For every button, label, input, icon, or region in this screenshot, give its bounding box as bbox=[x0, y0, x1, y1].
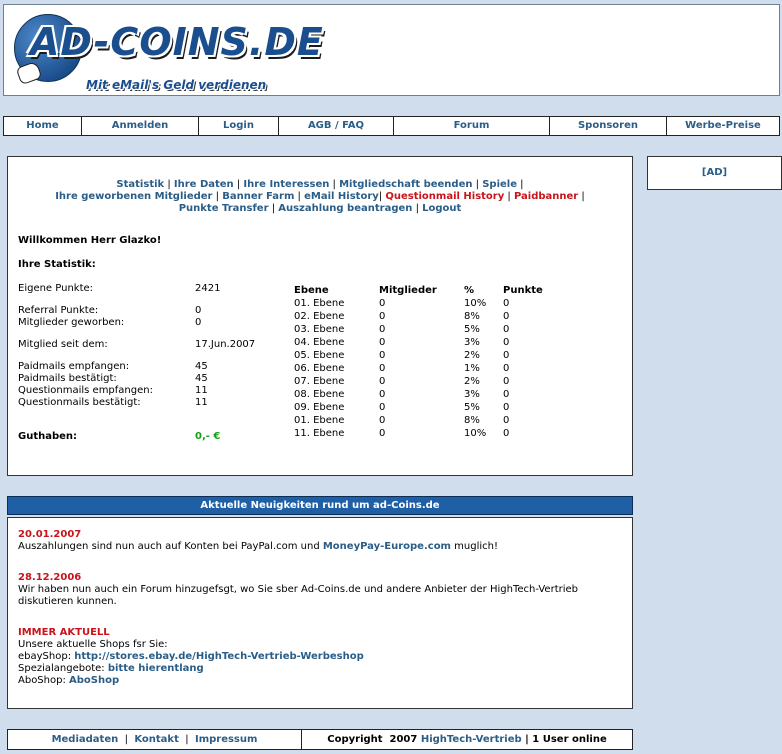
news-text: Unsere aktuelle Shops fsr Sie: bbox=[18, 639, 168, 650]
table-row: 05. Ebene 0 2% 0 bbox=[294, 350, 510, 361]
table-row: 01. Ebene 0 10% 0 bbox=[294, 298, 510, 309]
nav-login[interactable]: Login bbox=[199, 117, 279, 135]
news-box bbox=[7, 517, 633, 709]
table-row: 06. Ebene 0 1% 0 bbox=[294, 363, 510, 374]
link-ihre-daten[interactable]: Ihre Daten bbox=[173, 179, 234, 190]
logo-tagline: Mit eMail's Geld verdienen bbox=[86, 78, 267, 92]
stat-row: Mitglieder geworben: 0 bbox=[18, 317, 202, 328]
logo-title: AD-COINS.DE bbox=[30, 20, 324, 64]
news-date: 28.12.2006 bbox=[18, 572, 82, 583]
link-mitgliedschaft-beenden[interactable]: Mitgliedschaft beenden bbox=[339, 179, 473, 190]
footer-kontakt[interactable]: Kontakt bbox=[134, 734, 179, 745]
link-paidbanner[interactable]: Paidbanner bbox=[513, 191, 579, 202]
nav-home[interactable]: Home bbox=[4, 117, 82, 135]
table-row: 04. Ebene 0 3% 0 bbox=[294, 337, 510, 348]
ad-link[interactable]: [AD] bbox=[701, 167, 728, 178]
nav-agb-faq[interactable]: AGB / FAQ bbox=[279, 117, 394, 135]
link-banner-farm[interactable]: Banner Farm bbox=[222, 191, 295, 202]
table-row: 02. Ebene 0 8% 0 bbox=[294, 311, 510, 322]
nav-sponsoren[interactable]: Sponsoren bbox=[550, 117, 667, 135]
company-link[interactable]: HighTech-Vertrieb bbox=[420, 734, 522, 745]
welcome-text: Willkommen Herr Glazko! bbox=[18, 235, 162, 246]
ad-box[interactable] bbox=[647, 156, 782, 190]
table-row: 09. Ebene 0 5% 0 bbox=[294, 402, 510, 413]
news-text: Wir haben nun auch ein Forum hinzugefsgt, wo Sie sber Ad-Coins.de und andere Anbieter der HighTech-Vertrieb diskutieren kunnen. bbox=[18, 584, 578, 607]
footer-mediadaten[interactable]: Mediadaten bbox=[51, 734, 119, 745]
link-ihre-interessen[interactable]: Ihre Interessen bbox=[243, 179, 330, 190]
copyright: Copyright 2007 bbox=[327, 734, 418, 745]
news-title-bar: Aktuelle Neuigkeiten rund um ad-Coins.de bbox=[7, 496, 633, 515]
stat-row: Referral Punkte: 0 bbox=[18, 305, 202, 316]
link-questionmail-history[interactable]: Questionmail History bbox=[385, 191, 505, 202]
member-links: Statistik | Ihre Daten | Ihre Interessen | Mitgliedschaft beenden | Spiele | Ihre geworbenen Mitglieder | Banner Farm | eMail History| Questionmail History | Paidbanner | Punkte Transfer | Auszahlung beantragen | Logout bbox=[55, 179, 585, 214]
nav-forum[interactable]: Forum bbox=[394, 117, 550, 135]
stat-row: Mitglied seit dem: 17.Jun.2007 bbox=[18, 339, 256, 350]
ebay-shop-link[interactable]: http://stores.ebay.de/HighTech-Vertrieb-Werbeshop bbox=[74, 651, 364, 662]
link-logout[interactable]: Logout bbox=[422, 203, 462, 214]
link-statistik[interactable]: Statistik bbox=[116, 179, 165, 190]
nav-anmelden[interactable]: Anmelden bbox=[82, 117, 199, 135]
footer bbox=[7, 729, 633, 750]
news-item bbox=[18, 572, 618, 608]
stat-row: Questionmails bestätigt: 11 bbox=[18, 397, 208, 408]
table-header: Ebene Mitglieder % Punkte bbox=[294, 285, 543, 296]
stat-row: Eigene Punkte: 2421 bbox=[18, 283, 221, 294]
balance-value: 0,- € bbox=[195, 431, 221, 442]
link-spiele[interactable]: Spiele bbox=[482, 179, 517, 190]
member-panel bbox=[7, 156, 633, 476]
table-row: 08. Ebene 0 3% 0 bbox=[294, 389, 510, 400]
stats-heading: Ihre Statistik: bbox=[18, 259, 96, 270]
footer-links: Mediadaten | Kontakt | Impressum bbox=[8, 730, 302, 749]
link-auszahlung-beantragen[interactable]: Auszahlung beantragen bbox=[278, 203, 413, 214]
site-logo[interactable] bbox=[12, 12, 324, 98]
main-nav bbox=[3, 116, 780, 136]
stat-row: Paidmails empfangen: 45 bbox=[18, 361, 208, 372]
moneypay-link[interactable]: MoneyPay-Europe.com bbox=[322, 541, 451, 552]
news-item: IMMER AKTUELL Unsere aktuelle Shops fsr Sie: ebayShop: http://stores.ebay.de/HighTech-Vertrieb-Werbeshop Spezialangebote: bitte hierentlang AboShop: AboShop bbox=[18, 627, 618, 687]
footer-info: Copyright 2007 HighTech-Vertrieb | 1 User online bbox=[327, 734, 607, 745]
table-row: 11. Ebene 0 10% 0 bbox=[294, 428, 510, 439]
footer-impressum[interactable]: Impressum bbox=[194, 734, 258, 745]
balance-row: Guthaben: 0,- € bbox=[18, 431, 221, 442]
nav-werbe-preise[interactable]: Werbe-Preise bbox=[685, 120, 761, 131]
special-offers-link[interactable]: bitte hierentlang bbox=[107, 663, 204, 674]
stat-row: Paidmails bestätigt: 45 bbox=[18, 373, 208, 384]
aboshop-link[interactable]: AboShop bbox=[69, 675, 120, 686]
link-punkte-transfer[interactable]: Punkte Transfer bbox=[178, 203, 269, 214]
link-geworbene-mitglieder[interactable]: Ihre geworbenen Mitglieder bbox=[55, 191, 213, 202]
news-date: IMMER AKTUELL bbox=[18, 627, 110, 638]
table-row: 07. Ebene 0 2% 0 bbox=[294, 376, 510, 387]
header bbox=[3, 4, 780, 96]
stat-row: Questionmails empfangen: 11 bbox=[18, 385, 208, 396]
news-item: 20.01.2007 Auszahlungen sind nun auch auf Konten bei PayPal.com und MoneyPay-Europe.com muglich! bbox=[18, 529, 618, 553]
referral-levels-table bbox=[294, 284, 564, 440]
table-row: 01. Ebene 0 8% 0 bbox=[294, 415, 510, 426]
users-online: 1 User online bbox=[532, 734, 607, 745]
news-date: 20.01.2007 bbox=[18, 529, 82, 540]
table-row: 03. Ebene 0 5% 0 bbox=[294, 324, 510, 335]
link-email-history[interactable]: eMail History bbox=[304, 191, 379, 202]
